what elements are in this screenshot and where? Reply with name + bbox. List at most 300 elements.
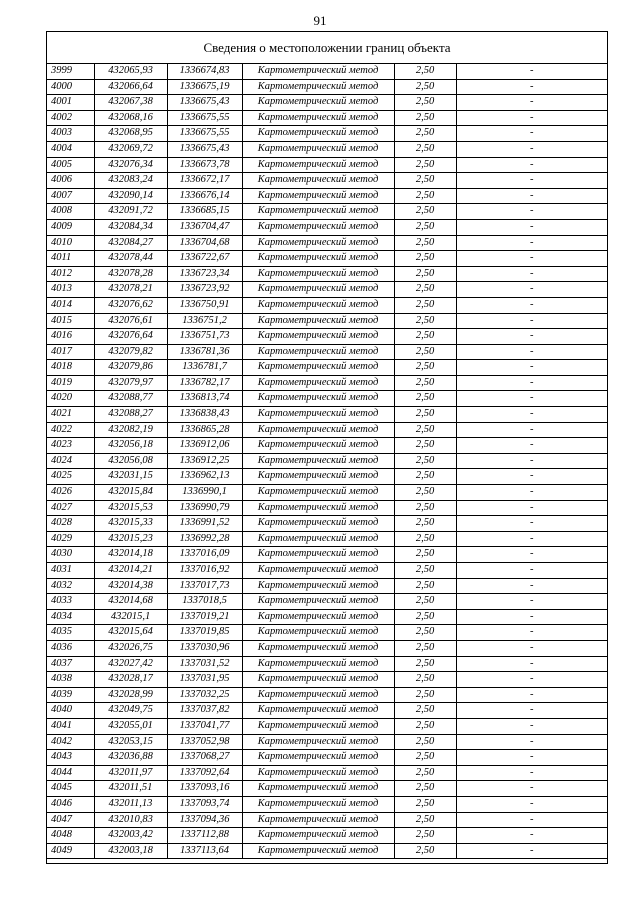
table-row (47, 578, 607, 594)
method-cell: Картометрический метод (242, 828, 394, 844)
table-row (47, 219, 607, 235)
point-number-cell: 4011 (47, 251, 94, 267)
x-coordinate-cell: 432028,99 (94, 687, 167, 703)
x-coordinate-cell: 432014,21 (94, 563, 167, 579)
coordinates-table (47, 64, 607, 859)
x-coordinate-cell: 432027,42 (94, 656, 167, 672)
table-row (47, 407, 607, 423)
table-row (47, 79, 607, 95)
accuracy-cell: 2,50 (394, 796, 456, 812)
point-number-cell: 4019 (47, 375, 94, 391)
y-coordinate-cell: 1336962,13 (167, 469, 242, 485)
table-row (47, 828, 607, 844)
y-coordinate-cell: 1336781,7 (167, 360, 242, 376)
y-coordinate-cell: 1336672,17 (167, 173, 242, 189)
method-cell: Картометрический метод (242, 407, 394, 423)
method-cell: Картометрический метод (242, 266, 394, 282)
y-coordinate-cell: 1336676,14 (167, 188, 242, 204)
y-coordinate-cell: 1336723,92 (167, 282, 242, 298)
x-coordinate-cell: 432076,61 (94, 313, 167, 329)
accuracy-cell: 2,50 (394, 781, 456, 797)
note-cell: - (456, 141, 607, 157)
accuracy-cell: 2,50 (394, 812, 456, 828)
method-cell: Картометрический метод (242, 750, 394, 766)
point-number-cell: 4006 (47, 173, 94, 189)
method-cell: Картометрический метод (242, 531, 394, 547)
y-coordinate-cell: 1337093,74 (167, 796, 242, 812)
method-cell: Картометрический метод (242, 391, 394, 407)
y-coordinate-cell: 1336813,74 (167, 391, 242, 407)
point-number-cell: 4036 (47, 640, 94, 656)
table-row (47, 126, 607, 142)
y-coordinate-cell: 1336674,83 (167, 64, 242, 79)
accuracy-cell: 2,50 (394, 422, 456, 438)
accuracy-cell: 2,50 (394, 687, 456, 703)
point-number-cell: 4038 (47, 672, 94, 688)
x-coordinate-cell: 432015,64 (94, 625, 167, 641)
point-number-cell: 4017 (47, 344, 94, 360)
point-number-cell: 4020 (47, 391, 94, 407)
note-cell: - (456, 79, 607, 95)
note-cell: - (456, 219, 607, 235)
point-number-cell: 4027 (47, 500, 94, 516)
y-coordinate-cell: 1337016,09 (167, 547, 242, 563)
accuracy-cell: 2,50 (394, 157, 456, 173)
table-row (47, 734, 607, 750)
accuracy-cell: 2,50 (394, 235, 456, 251)
note-cell: - (456, 812, 607, 828)
section-title: Сведения о местоположении границ объекта (47, 32, 607, 64)
point-number-cell: 4003 (47, 126, 94, 142)
y-coordinate-cell: 1336685,15 (167, 204, 242, 220)
accuracy-cell: 2,50 (394, 453, 456, 469)
table-row (47, 313, 607, 329)
table-row (47, 453, 607, 469)
table-row (47, 656, 607, 672)
accuracy-cell: 2,50 (394, 578, 456, 594)
point-number-cell: 4014 (47, 297, 94, 313)
point-number-cell: 4021 (47, 407, 94, 423)
point-number-cell: 4035 (47, 625, 94, 641)
method-cell: Картометрический метод (242, 625, 394, 641)
method-cell: Картометрический метод (242, 360, 394, 376)
note-cell: - (456, 110, 607, 126)
method-cell: Картометрический метод (242, 95, 394, 111)
note-cell: - (456, 251, 607, 267)
note-cell: - (456, 235, 607, 251)
point-number-cell: 4012 (47, 266, 94, 282)
y-coordinate-cell: 1336675,19 (167, 79, 242, 95)
table-row (47, 516, 607, 532)
accuracy-cell: 2,50 (394, 188, 456, 204)
y-coordinate-cell: 1337018,5 (167, 594, 242, 610)
table-row (47, 718, 607, 734)
x-coordinate-cell: 432078,44 (94, 251, 167, 267)
x-coordinate-cell: 432066,64 (94, 79, 167, 95)
x-coordinate-cell: 432011,51 (94, 781, 167, 797)
table-row (47, 438, 607, 454)
accuracy-cell: 2,50 (394, 297, 456, 313)
point-number-cell: 4010 (47, 235, 94, 251)
x-coordinate-cell: 432079,97 (94, 375, 167, 391)
method-cell: Картометрический метод (242, 516, 394, 532)
accuracy-cell: 2,50 (394, 344, 456, 360)
point-number-cell: 3999 (47, 64, 94, 79)
note-cell: - (456, 407, 607, 423)
y-coordinate-cell: 1336750,91 (167, 297, 242, 313)
x-coordinate-cell: 432053,15 (94, 734, 167, 750)
accuracy-cell: 2,50 (394, 126, 456, 142)
x-coordinate-cell: 432055,01 (94, 718, 167, 734)
method-cell: Картометрический метод (242, 781, 394, 797)
note-cell: - (456, 360, 607, 376)
method-cell: Картометрический метод (242, 485, 394, 501)
method-cell: Картометрический метод (242, 251, 394, 267)
method-cell: Картометрический метод (242, 157, 394, 173)
x-coordinate-cell: 432049,75 (94, 703, 167, 719)
accuracy-cell: 2,50 (394, 407, 456, 423)
note-cell: - (456, 843, 607, 859)
method-cell: Картометрический метод (242, 843, 394, 859)
x-coordinate-cell: 432079,82 (94, 344, 167, 360)
point-number-cell: 4045 (47, 781, 94, 797)
table-row (47, 344, 607, 360)
accuracy-cell: 2,50 (394, 734, 456, 750)
table-row (47, 64, 607, 79)
method-cell: Картометрический метод (242, 110, 394, 126)
note-cell: - (456, 594, 607, 610)
y-coordinate-cell: 1336992,28 (167, 531, 242, 547)
point-number-cell: 4044 (47, 765, 94, 781)
note-cell: - (456, 625, 607, 641)
note-cell: - (456, 734, 607, 750)
table-row (47, 796, 607, 812)
accuracy-cell: 2,50 (394, 375, 456, 391)
x-coordinate-cell: 432078,28 (94, 266, 167, 282)
x-coordinate-cell: 432084,34 (94, 219, 167, 235)
table-row (47, 422, 607, 438)
x-coordinate-cell: 432056,08 (94, 453, 167, 469)
y-coordinate-cell: 1336751,2 (167, 313, 242, 329)
y-coordinate-cell: 1337093,16 (167, 781, 242, 797)
point-number-cell: 4032 (47, 578, 94, 594)
table-row (47, 297, 607, 313)
note-cell: - (456, 313, 607, 329)
y-coordinate-cell: 1336865,28 (167, 422, 242, 438)
point-number-cell: 4007 (47, 188, 94, 204)
table-row (47, 391, 607, 407)
note-cell: - (456, 204, 607, 220)
note-cell: - (456, 95, 607, 111)
y-coordinate-cell: 1336991,52 (167, 516, 242, 532)
accuracy-cell: 2,50 (394, 672, 456, 688)
accuracy-cell: 2,50 (394, 500, 456, 516)
y-coordinate-cell: 1336675,55 (167, 110, 242, 126)
method-cell: Картометрический метод (242, 219, 394, 235)
note-cell: - (456, 188, 607, 204)
point-number-cell: 4026 (47, 485, 94, 501)
method-cell: Картометрический метод (242, 375, 394, 391)
point-number-cell: 4042 (47, 734, 94, 750)
table-row (47, 609, 607, 625)
x-coordinate-cell: 432015,84 (94, 485, 167, 501)
point-number-cell: 4001 (47, 95, 94, 111)
point-number-cell: 4033 (47, 594, 94, 610)
boundary-table-frame (46, 31, 608, 864)
y-coordinate-cell: 1336990,79 (167, 500, 242, 516)
note-cell: - (456, 391, 607, 407)
accuracy-cell: 2,50 (394, 141, 456, 157)
accuracy-cell: 2,50 (394, 547, 456, 563)
method-cell: Картометрический метод (242, 282, 394, 298)
y-coordinate-cell: 1337031,95 (167, 672, 242, 688)
accuracy-cell: 2,50 (394, 282, 456, 298)
y-coordinate-cell: 1337017,73 (167, 578, 242, 594)
table-row (47, 266, 607, 282)
accuracy-cell: 2,50 (394, 656, 456, 672)
note-cell: - (456, 516, 607, 532)
method-cell: Картометрический метод (242, 188, 394, 204)
note-cell: - (456, 485, 607, 501)
page-number: 91 (313, 13, 327, 28)
y-coordinate-cell: 1337037,82 (167, 703, 242, 719)
point-number-cell: 4049 (47, 843, 94, 859)
x-coordinate-cell: 432088,77 (94, 391, 167, 407)
method-cell: Картометрический метод (242, 547, 394, 563)
method-cell: Картометрический метод (242, 329, 394, 345)
note-cell: - (456, 640, 607, 656)
y-coordinate-cell: 1337112,88 (167, 828, 242, 844)
y-coordinate-cell: 1337016,92 (167, 563, 242, 579)
method-cell: Картометрический метод (242, 812, 394, 828)
table-row (47, 173, 607, 189)
x-coordinate-cell: 432082,19 (94, 422, 167, 438)
point-number-cell: 4029 (47, 531, 94, 547)
point-number-cell: 4041 (47, 718, 94, 734)
table-row (47, 563, 607, 579)
x-coordinate-cell: 432088,27 (94, 407, 167, 423)
accuracy-cell: 2,50 (394, 843, 456, 859)
point-number-cell: 4047 (47, 812, 94, 828)
table-row (47, 141, 607, 157)
x-coordinate-cell: 432011,13 (94, 796, 167, 812)
table-row (47, 282, 607, 298)
method-cell: Картометрический метод (242, 438, 394, 454)
x-coordinate-cell: 432079,86 (94, 360, 167, 376)
x-coordinate-cell: 432015,53 (94, 500, 167, 516)
method-cell: Картометрический метод (242, 640, 394, 656)
method-cell: Картометрический метод (242, 594, 394, 610)
accuracy-cell: 2,50 (394, 313, 456, 329)
y-coordinate-cell: 1337113,64 (167, 843, 242, 859)
x-coordinate-cell: 432014,18 (94, 547, 167, 563)
table-row (47, 188, 607, 204)
table-row (47, 672, 607, 688)
note-cell: - (456, 796, 607, 812)
y-coordinate-cell: 1336912,06 (167, 438, 242, 454)
x-coordinate-cell: 432003,18 (94, 843, 167, 859)
point-number-cell: 4030 (47, 547, 94, 563)
method-cell: Картометрический метод (242, 687, 394, 703)
accuracy-cell: 2,50 (394, 438, 456, 454)
y-coordinate-cell: 1336675,43 (167, 95, 242, 111)
x-coordinate-cell: 432028,17 (94, 672, 167, 688)
accuracy-cell: 2,50 (394, 329, 456, 345)
note-cell: - (456, 453, 607, 469)
note-cell: - (456, 297, 607, 313)
accuracy-cell: 2,50 (394, 563, 456, 579)
accuracy-cell: 2,50 (394, 173, 456, 189)
accuracy-cell: 2,50 (394, 95, 456, 111)
point-number-cell: 4025 (47, 469, 94, 485)
point-number-cell: 4009 (47, 219, 94, 235)
note-cell: - (456, 781, 607, 797)
y-coordinate-cell: 1336912,25 (167, 453, 242, 469)
x-coordinate-cell: 432069,72 (94, 141, 167, 157)
method-cell: Картометрический метод (242, 469, 394, 485)
accuracy-cell: 2,50 (394, 765, 456, 781)
table-row (47, 781, 607, 797)
method-cell: Картометрический метод (242, 204, 394, 220)
table-row (47, 625, 607, 641)
table-row (47, 360, 607, 376)
accuracy-cell: 2,50 (394, 531, 456, 547)
y-coordinate-cell: 1336704,47 (167, 219, 242, 235)
note-cell: - (456, 375, 607, 391)
accuracy-cell: 2,50 (394, 703, 456, 719)
note-cell: - (456, 750, 607, 766)
y-coordinate-cell: 1337094,36 (167, 812, 242, 828)
table-row (47, 329, 607, 345)
note-cell: - (456, 329, 607, 345)
x-coordinate-cell: 432091,72 (94, 204, 167, 220)
x-coordinate-cell: 432015,33 (94, 516, 167, 532)
x-coordinate-cell: 432068,16 (94, 110, 167, 126)
point-number-cell: 4005 (47, 157, 94, 173)
method-cell: Картометрический метод (242, 796, 394, 812)
table-row (47, 469, 607, 485)
note-cell: - (456, 282, 607, 298)
x-coordinate-cell: 432068,95 (94, 126, 167, 142)
table-row (47, 95, 607, 111)
table-row (47, 765, 607, 781)
accuracy-cell: 2,50 (394, 485, 456, 501)
point-number-cell: 4023 (47, 438, 94, 454)
x-coordinate-cell: 432090,14 (94, 188, 167, 204)
y-coordinate-cell: 1336704,68 (167, 235, 242, 251)
y-coordinate-cell: 1336675,55 (167, 126, 242, 142)
y-coordinate-cell: 1336751,73 (167, 329, 242, 345)
accuracy-cell: 2,50 (394, 516, 456, 532)
note-cell: - (456, 531, 607, 547)
x-coordinate-cell: 432015,23 (94, 531, 167, 547)
table-row (47, 703, 607, 719)
x-coordinate-cell: 432056,18 (94, 438, 167, 454)
x-coordinate-cell: 432015,1 (94, 609, 167, 625)
accuracy-cell: 2,50 (394, 391, 456, 407)
point-number-cell: 4040 (47, 703, 94, 719)
point-number-cell: 4037 (47, 656, 94, 672)
method-cell: Картометрический метод (242, 235, 394, 251)
note-cell: - (456, 718, 607, 734)
point-number-cell: 4004 (47, 141, 94, 157)
x-coordinate-cell: 432014,68 (94, 594, 167, 610)
x-coordinate-cell: 432026,75 (94, 640, 167, 656)
note-cell: - (456, 64, 607, 79)
note-cell: - (456, 578, 607, 594)
point-number-cell: 4028 (47, 516, 94, 532)
note-cell: - (456, 126, 607, 142)
note-cell: - (456, 344, 607, 360)
accuracy-cell: 2,50 (394, 79, 456, 95)
x-coordinate-cell: 432083,24 (94, 173, 167, 189)
table-row (47, 235, 607, 251)
x-coordinate-cell: 432078,21 (94, 282, 167, 298)
point-number-cell: 4024 (47, 453, 94, 469)
note-cell: - (456, 609, 607, 625)
method-cell: Картометрический метод (242, 765, 394, 781)
method-cell: Картометрический метод (242, 344, 394, 360)
method-cell: Картометрический метод (242, 718, 394, 734)
x-coordinate-cell: 432031,15 (94, 469, 167, 485)
x-coordinate-cell: 432036,88 (94, 750, 167, 766)
method-cell: Картометрический метод (242, 453, 394, 469)
point-number-cell: 4046 (47, 796, 94, 812)
method-cell: Картометрический метод (242, 64, 394, 79)
x-coordinate-cell: 432011,97 (94, 765, 167, 781)
y-coordinate-cell: 1337032,25 (167, 687, 242, 703)
method-cell: Картометрический метод (242, 656, 394, 672)
accuracy-cell: 2,50 (394, 64, 456, 79)
table-row (47, 375, 607, 391)
table-row (47, 500, 607, 516)
note-cell: - (456, 547, 607, 563)
method-cell: Картометрический метод (242, 500, 394, 516)
x-coordinate-cell: 432076,64 (94, 329, 167, 345)
accuracy-cell: 2,50 (394, 594, 456, 610)
table-row (47, 750, 607, 766)
note-cell: - (456, 157, 607, 173)
method-cell: Картометрический метод (242, 79, 394, 95)
y-coordinate-cell: 1336782,17 (167, 375, 242, 391)
y-coordinate-cell: 1336675,43 (167, 141, 242, 157)
point-number-cell: 4022 (47, 422, 94, 438)
x-coordinate-cell: 432076,34 (94, 157, 167, 173)
accuracy-cell: 2,50 (394, 219, 456, 235)
accuracy-cell: 2,50 (394, 625, 456, 641)
method-cell: Картометрический метод (242, 297, 394, 313)
accuracy-cell: 2,50 (394, 469, 456, 485)
point-number-cell: 4039 (47, 687, 94, 703)
table-row (47, 687, 607, 703)
x-coordinate-cell: 432065,93 (94, 64, 167, 79)
method-cell: Картометрический метод (242, 141, 394, 157)
point-number-cell: 4048 (47, 828, 94, 844)
note-cell: - (456, 469, 607, 485)
accuracy-cell: 2,50 (394, 110, 456, 126)
point-number-cell: 4008 (47, 204, 94, 220)
table-row (47, 110, 607, 126)
table-row (47, 640, 607, 656)
method-cell: Картометрический метод (242, 609, 394, 625)
method-cell: Картометрический метод (242, 422, 394, 438)
point-number-cell: 4013 (47, 282, 94, 298)
table-row (47, 204, 607, 220)
note-cell: - (456, 656, 607, 672)
accuracy-cell: 2,50 (394, 718, 456, 734)
note-cell: - (456, 703, 607, 719)
x-coordinate-cell: 432014,38 (94, 578, 167, 594)
